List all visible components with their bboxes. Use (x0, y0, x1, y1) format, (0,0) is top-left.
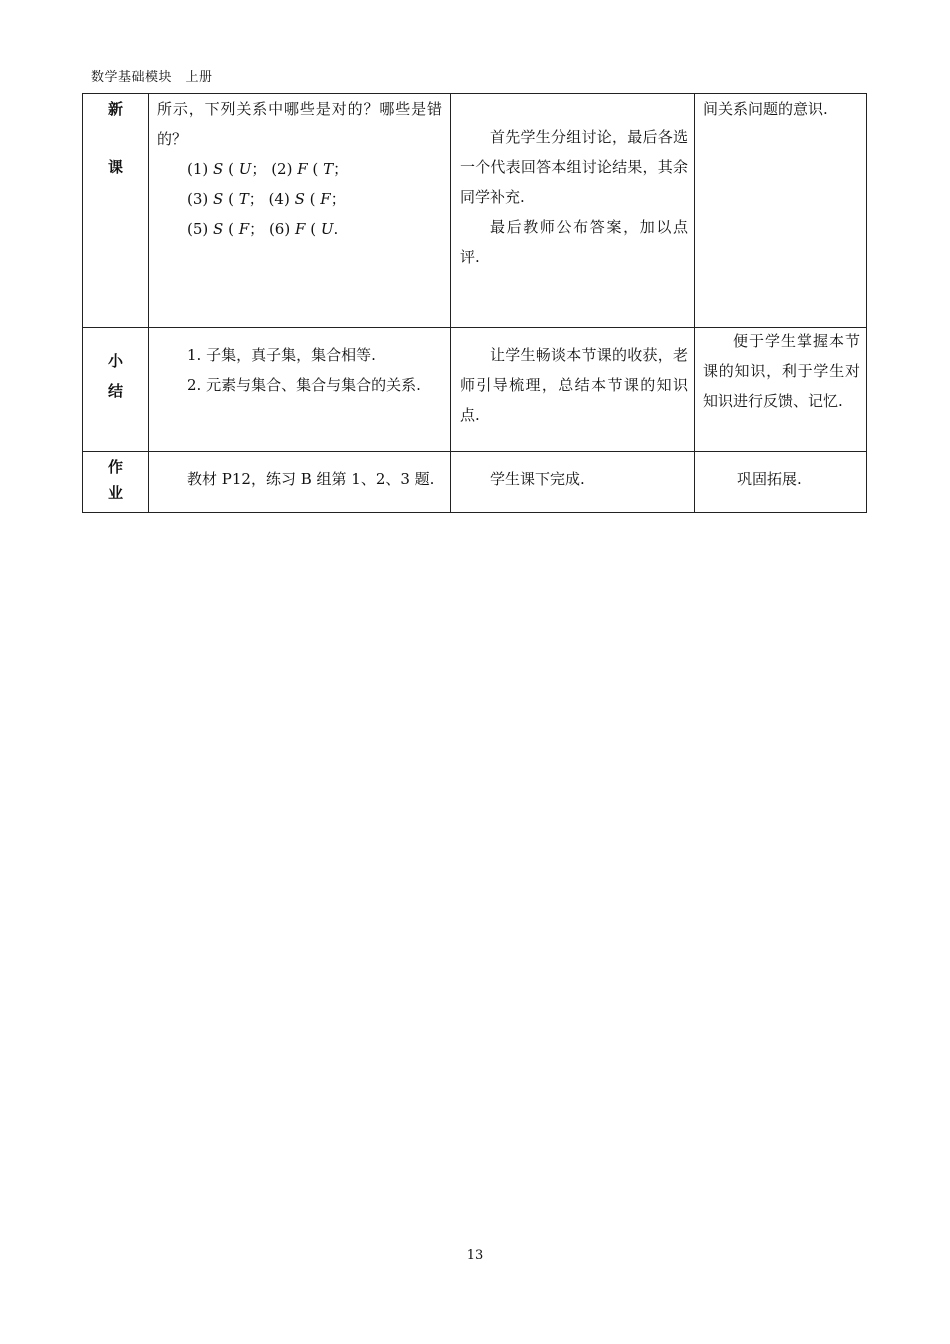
question-text: 所示，下列关系中哪些是对的？哪些是错的？ (157, 100, 442, 148)
activity-text: 首先学生分组讨论，最后各选一个代表回答本组讨论结果，其余同学补充. (460, 128, 688, 206)
table-row-new-lesson (83, 94, 867, 328)
header-title: 数学基础模块 上册 (91, 70, 213, 85)
lesson-plan-table (82, 93, 867, 513)
purpose-text: 便于学生掌握本节课的知识，利于学生对知识进行反馈、记忆. (703, 332, 860, 410)
table-row-summary (83, 328, 867, 452)
activity-text: 最后教师公布答案，加以点评. (460, 218, 688, 266)
purpose-new-lesson (695, 94, 867, 328)
purpose-homework (695, 452, 867, 513)
category-char: 小 (107, 352, 123, 370)
activity-text: 学生课下完成. (490, 470, 585, 488)
activity-new-lesson (451, 94, 695, 328)
purpose-text: 巩固拓展. (737, 470, 802, 488)
category-summary (83, 328, 149, 452)
content-homework (149, 452, 451, 513)
activity-summary (451, 328, 695, 452)
activity-homework (451, 452, 695, 513)
purpose-text: 间关系问题的意识. (703, 100, 828, 118)
content-new-lesson (149, 94, 451, 328)
relation-line-2: (3) S ( T； (4) S ( F； (187, 190, 346, 208)
summary-point-2: 2. 元素与集合、集合与集合的关系. (187, 376, 421, 394)
content-summary (149, 328, 451, 452)
purpose-summary (695, 328, 867, 452)
homework-text: 教材 P12，练习 B 组第 1、2、3 题. (187, 470, 435, 488)
category-char: 课 (107, 158, 123, 176)
category-char: 业 (107, 484, 123, 502)
relation-line-1: (1) S ( U； (2) F ( T； (187, 160, 349, 178)
category-new-lesson (83, 94, 149, 328)
summary-point-1: 1. 子集，真子集，集合相等. (187, 346, 376, 364)
category-char: 结 (107, 382, 123, 400)
relation-line-3: (5) S ( F； (6) F ( U. (187, 220, 339, 238)
activity-text: 让学生畅谈本节课的收获，老师引导梳理，总结本节课的知识点. (460, 346, 688, 424)
table-row-homework (83, 452, 867, 513)
category-homework (83, 452, 149, 513)
category-char: 新 (107, 100, 123, 118)
category-char: 作 (107, 458, 123, 476)
page-number: 13 (466, 1248, 484, 1263)
